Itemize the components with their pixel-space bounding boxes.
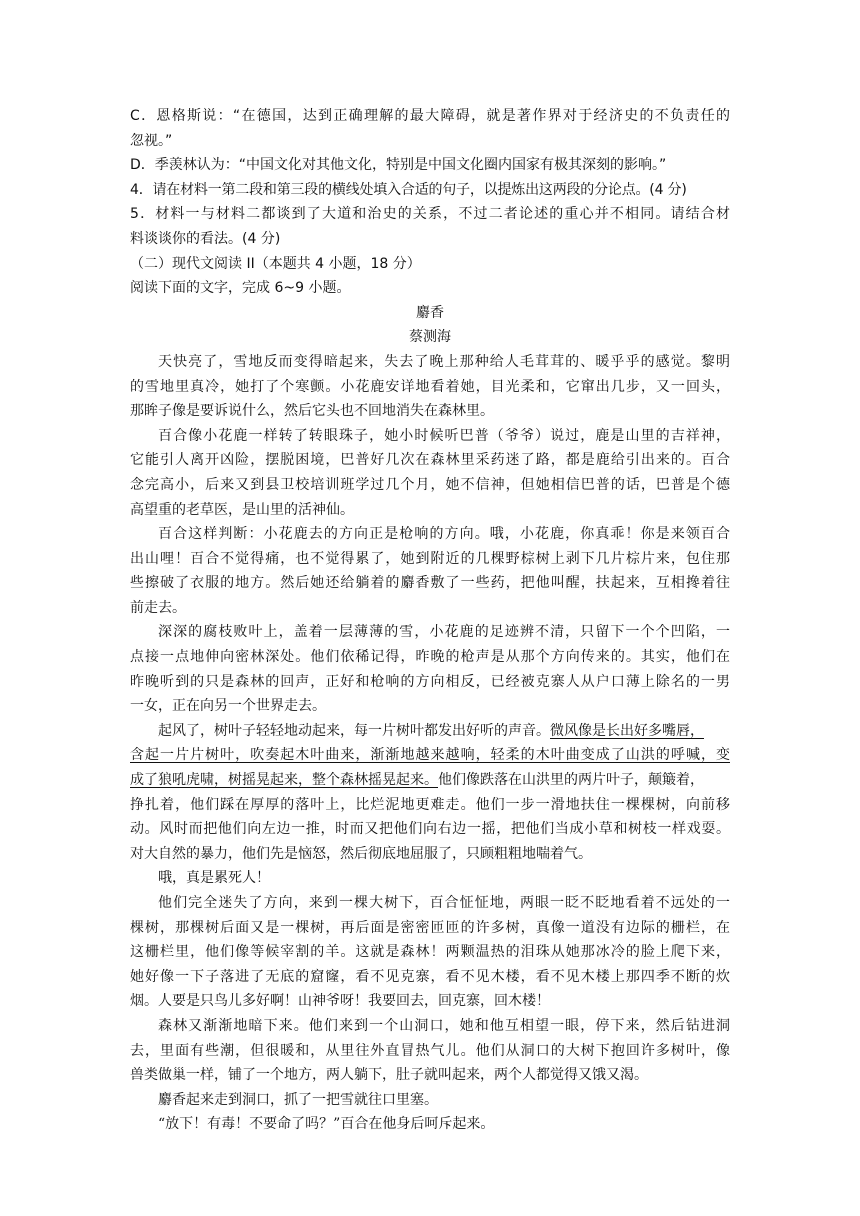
text-line: 百合像小花鹿一样转了转眼珠子，她小时候听巴普（爷爷）说过，鹿是山里的吉祥神，: [158, 427, 730, 444]
text-line: 兽类做巢一样，铺了一个地方，两人躺下，肚子就叫起来，两个人都觉得又饿又渴。: [130, 1067, 648, 1084]
underlined-text: 成了狼吼虎啸，树摇晃起来，整个森林摇晃起来。: [130, 772, 438, 789]
reading-instruction: 阅读下面的文字，完成 6~9 小题。: [130, 280, 351, 297]
text-line: 烟。人要是只鸟儿多好啊！山神爷呀！我要回去，回克寨，回木楼！: [130, 993, 550, 1010]
text-line: [130, 768, 730, 793]
text-line: 他们完全迷失了方向，来到一棵大树下，百合怔怔地，两眼一眨不眨地看着不远处的一: [158, 895, 730, 911]
text-line: 一女，正在向另一个世界走去。: [130, 698, 326, 715]
option-c-line-1: C．恩格斯说：“在德国，达到正确理解的最大障碍，就是著作界对于经济史的不负责任的: [130, 108, 730, 124]
plain-text: 起风了，树叶子轻轻地动起来，每一片树叶都发出好听的声音。: [158, 722, 550, 739]
text-line: [130, 743, 730, 768]
text-line: 的雪地里真冷，她打了个寒颤。小花鹿安详地看着她，目光柔和，它窜出几步，又一回头，: [130, 378, 730, 395]
text-line: 些擦破了衣服的地方。然后她还给躺着的麝香敷了一些药，把他叫醒，扶起来，互相搀着往: [130, 575, 730, 592]
underlined-text: 微风像是长出好多嘴唇，: [550, 722, 704, 739]
paragraph-1: [130, 350, 730, 424]
text-line: 这栅栏里，他们像等候宰割的羊。这就是森林！两颗温热的泪珠从她那冰冷的脸上爬下来，: [130, 944, 730, 961]
text-line: 棵树，那棵树后面又是一棵树，再后面是密密匝匝的许多树，真像一道没有边际的栅栏，在: [130, 919, 730, 936]
paragraph-8: [130, 1014, 730, 1088]
option-c-line-2: 忽视。”: [130, 132, 173, 149]
text-line: 天快亮了，雪地反而变得暗起来，失去了晚上那种给人毛茸茸的、暖乎乎的感觉。黎明: [158, 353, 730, 370]
text-line: 对大自然的暴力，他们先是恼怒，然后彻底地屈服了，只顾粗粗地喘着气。: [130, 845, 592, 862]
paragraph-10: “放下！有毒！不要命了吗？”百合在他身后呵斥起来。: [158, 1116, 495, 1133]
paragraph-9: 麝香起来走到洞口，抓了一把雪就往口里塞。: [158, 1091, 438, 1108]
option-d: D．季羡林认为：“中国文化对其他文化，特别是中国文化圈内国家有极其深刻的影响。”: [130, 157, 667, 174]
underlined-text: 含起一片片树叶，吹奏起木叶曲来，渐渐地越来越响，轻柔的木叶曲变成了山洪的呼喊，变: [130, 747, 730, 764]
text-line: 森林又渐渐地暗下来。他们来到一个山洞口，她和他互相望一眼，停下来，然后钻进洞: [158, 1017, 730, 1034]
text-line: 出山哩！百合不觉得痛，也不觉得累了，她到附近的几棵野棕树上剥下几片棕片来，包住那: [130, 550, 730, 567]
exam-page: [130, 104, 730, 1137]
text-line: 它能引人离开凶险，摆脱困境，巴普好几次在森林里采药迷了路，都是鹿给引出来的。百合: [130, 452, 730, 469]
paragraph-4: [130, 620, 730, 718]
paragraph-2: [130, 424, 730, 522]
text-line: 点接一点地伸向密林深处。他们依稀记得，昨晚的枪声是从那个方向传来的。其实，他们在: [130, 649, 730, 666]
article-title: 麝香: [416, 304, 444, 321]
question-5-line-2: 料谈谈你的看法。(4 分): [130, 230, 281, 247]
plain-text: 他们像跌落在山洪里的两片叶子，颠簸着，: [438, 772, 704, 789]
question-5-line-1: 5．材料一与材料二都谈到了大道和治史的关系，不过二者论述的重心并不相同。请结合材: [130, 206, 730, 223]
text-line: 去，里面有些潮，但很暖和，从里往外直冒热气儿。他们从洞口的大树下抱回许多树叶，像: [130, 1042, 730, 1059]
section-heading: （二）现代文阅读 II（本题共 4 小题，18 分）: [130, 255, 421, 272]
text-line: 挣扎着，他们踩在厚厚的落叶上，比烂泥地更难走。他们一步一滑地扶住一棵棵树，向前移: [130, 796, 730, 813]
text-line: 前走去。: [130, 599, 186, 616]
paragraph-3: [130, 522, 730, 620]
question-4: 4．请在材料一第二段和第三段的横线处填入合适的句子，以提炼出这两段的分论点。(4 分): [130, 181, 687, 198]
paragraph-5: [130, 719, 730, 867]
text-line: 那眸子像是要诉说什么，然后它头也不回地消失在森林里。: [130, 403, 494, 420]
text-line: [130, 719, 730, 744]
paragraph-6: 哦，真是累死人！: [158, 870, 270, 887]
text-line: 念完高小，后来又到县卫校培训班学过几个月，她不信神，但她相信巴普的话，巴普是个德: [130, 476, 730, 493]
text-line: 深深的腐枝败叶上，盖着一层薄薄的雪，小花鹿的足迹辨不清，只留下一个个凹陷，一: [158, 624, 730, 641]
paragraph-7: [130, 891, 730, 1014]
article-author: 蔡测海: [409, 329, 451, 346]
text-line: 百合这样判断：小花鹿去的方向正是枪响的方向。哦，小花鹿，你真乖！你是来领百合: [158, 526, 730, 543]
text-line: 昨晚听到的只是森林的回声，正好和枪响的方向相反，已经被克寨人从户口薄上除名的一男: [130, 673, 730, 690]
text-line: 动。风时而把他们向左边一推，时而又把他们向右边一摇，把他们当成小草和树枝一样戏耍。: [130, 821, 730, 838]
text-line: 高望重的老草医，是山里的活神仙。: [130, 501, 354, 518]
text-line: 她好像一下子落进了无底的窟窿，看不见克寨，看不见木楼，看不见木楼上那四季不断的炊: [130, 968, 730, 985]
